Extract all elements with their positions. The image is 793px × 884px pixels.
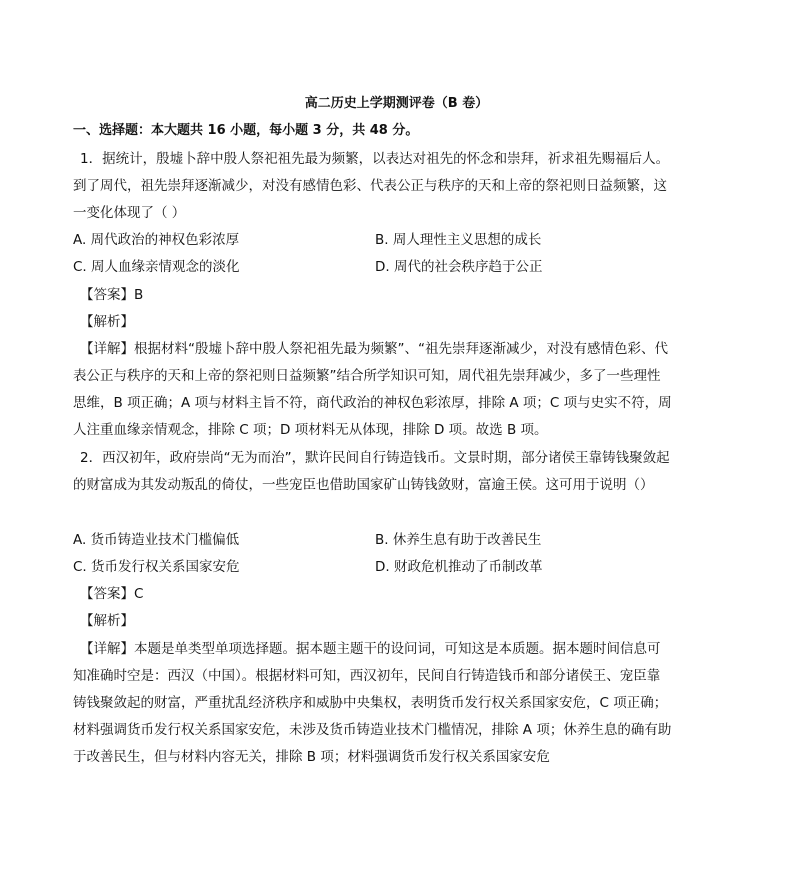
option-b: B. 休养生息有助于改善民生 (375, 532, 542, 548)
answer-value: C (134, 586, 144, 602)
detail-label: 【详解】 (80, 641, 134, 657)
option-a: A. 周代政治的神权色彩浓厚 (73, 232, 240, 248)
question-2-stem: 2．西汉初年，政府崇尚“无为而治”，默许民间自行铸造钱币。文景时期，部分诸侯王靠铸钱聚敛起的财富成为其发动叛乱的倚仗，一些宠臣也借助国家矿山铸钱敛财，富逾王侯。这可用于说明（） (73, 450, 670, 493)
option-c: C. 周人血缘亲情观念的淡化 (73, 259, 240, 275)
options-row (73, 254, 673, 281)
options-row (73, 527, 673, 554)
page-title: 高二历史上学期测评卷（B 卷） (304, 96, 489, 111)
section-heading: 一、选择题：本大题共 16 小题，每小题 3 分，共 48 分。 (73, 123, 419, 138)
question-2-detail (73, 636, 673, 771)
answer-label: 【答案】 (80, 287, 134, 303)
question-2-answer (80, 581, 143, 608)
question-2-options (73, 527, 673, 581)
option-d: D. 周代的社会秩序趋于公正 (375, 259, 543, 275)
option-c: C. 货币发行权关系国家安危 (73, 559, 240, 575)
question-1-stem: 1．据统计，殷墟卜辞中殷人祭祀祖先最为频繁，以表达对祖先的怀念和崇拜，祈求祖先赐福后人。到了周代，祖先崇拜逐渐减少，对没有感情色彩、代表公正与秩序的天和上帝的祭祀则日益频繁，这一变化体现了（ ） (73, 151, 670, 221)
question-1-detail (73, 336, 673, 444)
detail-label: 【详解】 (80, 341, 134, 357)
option-a: A. 货币铸造业技术门槛偏低 (73, 532, 240, 548)
question-2-analysis-label: 【解析】 (80, 613, 134, 629)
question-1-analysis-label: 【解析】 (80, 314, 134, 330)
answer-label: 【答案】 (80, 586, 134, 602)
detail-text: 根据材料“殷墟卜辞中殷人祭祀祖先最为频繁”、“祖先崇拜逐渐减少，对没有感情色彩、代表公正与秩序的天和上帝的祭祀则日益频繁”结合所学知识可知，周代祖先崇拜减少，多了一些理性思维，B 项正确；A 项与材料主旨不符，商代政治的神权色彩浓厚，排除 A 项；C 项与史实不符，周人注重血缘亲情观念，排除 C 项；D 项材料无从体现，排除 D 项。故选 B 项。 (73, 341, 672, 438)
question-1-options (73, 227, 673, 281)
options-row (73, 554, 673, 581)
detail-text: 本题是单类型单项选择题。据本题主题干的设问词，可知这是本质题。据本题时间信息可知准确时空是：西汉（中国）。根据材料可知，西汉初年，民间自行铸造钱币和部分诸侯王、宠臣靠铸钱聚敛起的财富，严重扰乱经济秩序和威胁中央集权，表明货币发行权关系国家安危，C 项正确；材料强调货币发行权关系国家安危，未涉及货币铸造业技术门槛情况，排除 A 项；休养生息的确有助于改善民生，但与材料内容无关，排除 B 项；材料强调货币发行权关系国家安危 (73, 641, 672, 765)
answer-value: B (134, 287, 144, 303)
option-d: D. 财政危机推动了币制改革 (375, 559, 543, 575)
question-1-answer (80, 282, 143, 309)
options-row (73, 227, 673, 254)
option-b: B. 周人理性主义思想的成长 (375, 232, 542, 248)
